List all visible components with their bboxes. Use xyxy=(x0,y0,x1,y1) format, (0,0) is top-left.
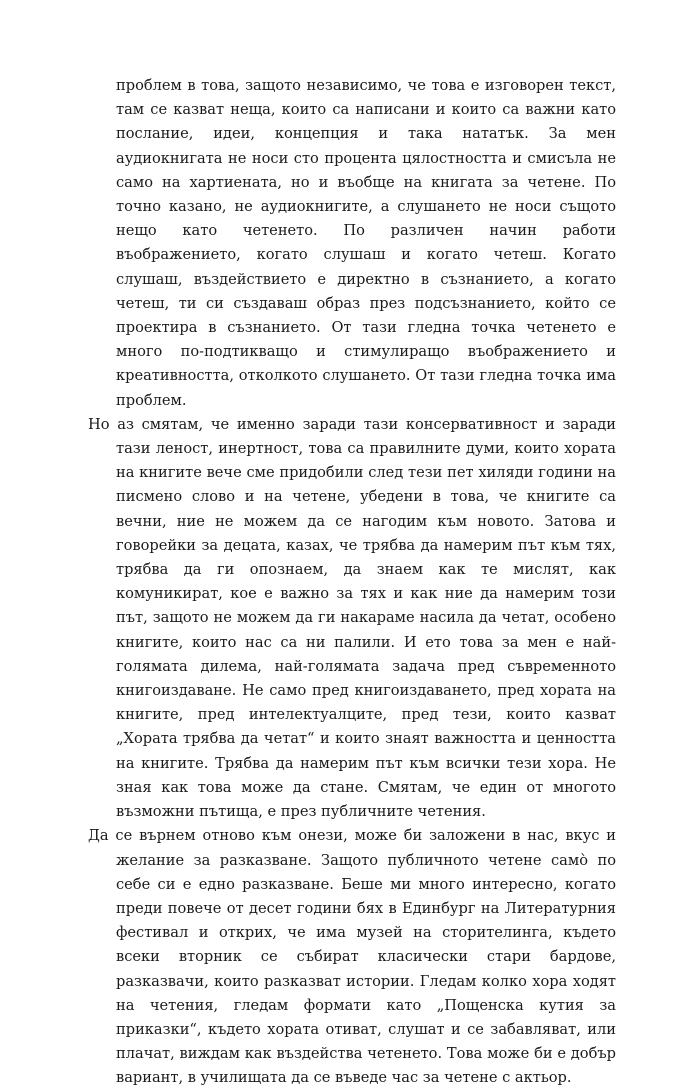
paragraph: Да се върнем отново към онези, може би заложени в нас, вкус и желание за разказване. Защото публичното четене само̀ по себе си е едно разказване. Беше ми много интересно, когато преди повече от десет години бях в Единбург на Литературния фестивал и открих, че има музей на сторителинга, където всеки вторник се събират класически стари бардове, разказвачи, които разказват истории. Гледам колко хора ходят на четения, гледам формати като „Пощенска кутия за приказки“, където хората отиват, слушат и се забавляват, или плачат, виждам как въздейства четенето. Това може би е добър вариант, в училищата да се въведе час за четене с актьор. xyxy=(88,827,616,1087)
paragraph: Но аз смятам, че именно заради тази консервативност и заради тази леност, инертност, това са правилните думи, които хората на книгите вече сме придобили след тези пет хиляди години на писмено слово и на четене, убедени в това, че книгите са вечни, ние не можем да се нагодим към новото. Затова и говорейки за децата, казах, че трябва да намерим път към тях, трябва да ги опознаем, да знаем как те мислят, как комуникират, кое е важно за тях и как ние да намерим този път, защото не можем да ги накараме насила да четат, особено книгите, които нас са ни палили. И ето това за мен е най-голямата дилема, най-голямата задача пред съвременното книгоиздаване. Не само пред книгоиздаването, пред хората на книгите, пред интелектуалците, пред тези, които казват „Хората трябва да четат“ и които знаят важността и ценността на книгите. Трябва да намерим път към всички тези хора. Не зная как това може да стане. Смятам, че един от многото възможни пътища, е през публичните четения. xyxy=(88,415,616,821)
document-page xyxy=(88,74,616,1091)
paragraph-continued: проблем в това, защото независимо, че това е изговорен текст, там се казват неща, които са написани и които са важни като послание, идеи, концепция и така нататък. За мен аудиокнигата не носи сто процента цялостността и смисъла не само на хартиената, но и въобще на книгата за четене. По точно казано, не аудиокнигите, а слушането не носи същото нещо като четенето. По различен начин работи въображението, когато слушаш и когато четеш. Когато слушаш, въздействието е директно в съзнанието, а когато четеш, ти си създаваш образ през подсъзнанието, който се проектира в съзнанието. От тази гледна точка четенето е много по-подтикващо и стимулиращо въображението и креативността, отколкото слушането. От тази гледна точка има проблем. xyxy=(116,77,616,409)
